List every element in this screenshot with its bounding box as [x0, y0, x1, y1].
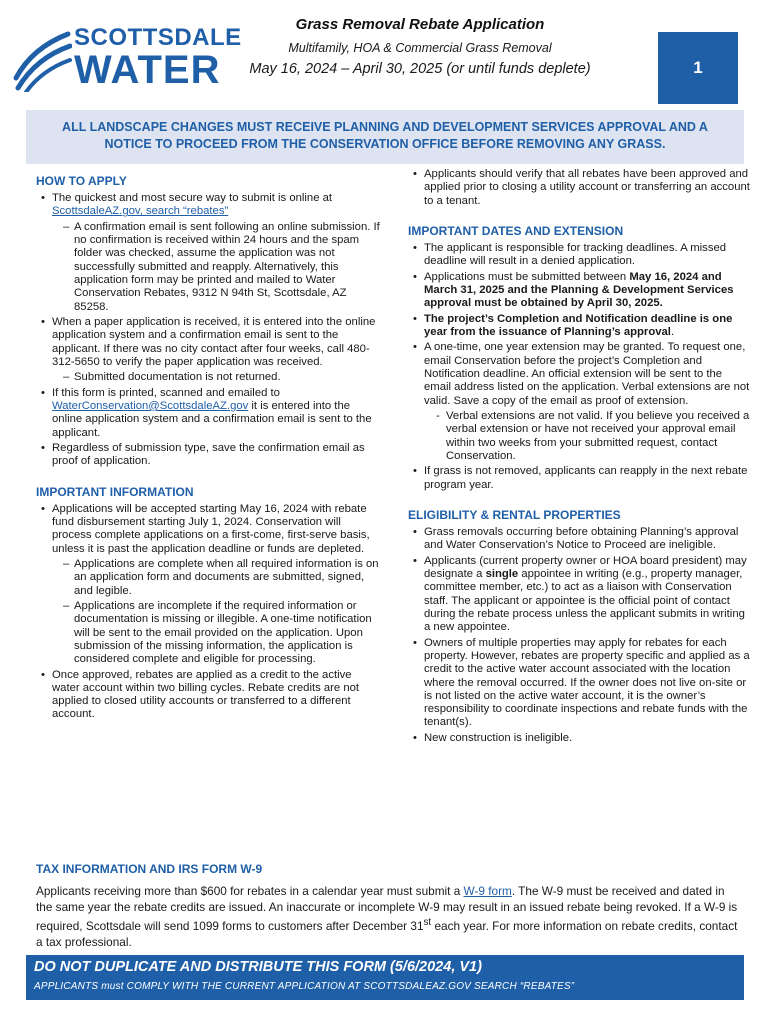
logo-text-scottsdale: SCOTTSDALE: [74, 24, 242, 51]
scottsdale-water-logo: [12, 22, 242, 92]
list-item: • Grass removals occurring before obtaining Planning’s approval and Water Conservation’s Notice to Proceed are ineligible.: [408, 526, 752, 553]
list-item: • Applications must be submitted between May 16, 2024 and March 31, 2025 and the Planning & Development Services approval must be obtained by April 30, 2025.: [408, 271, 752, 311]
page-header: [200, 16, 640, 77]
logo-text-water: WATER: [74, 48, 221, 92]
page-subtitle: Multifamily, HOA & Commercial Grass Removal: [288, 41, 552, 55]
footer-note: APPLICANTS must COMPLY WITH THE CURRENT APPLICATION AT SCOTTSDALEAZ.GOV SEARCH “REBATES”: [34, 981, 575, 992]
banner-line-2: NOTICE TO PROCEED FROM THE CONSERVATION OFFICE BEFORE REMOVING ANY GRASS.: [104, 136, 666, 151]
banner-line-1: ALL LANDSCAPE CHANGES MUST RECEIVE PLANNING AND DEVELOPMENT SERVICES APPROVAL AND A: [62, 120, 708, 134]
w9-form-link[interactable]: W-9 form: [463, 884, 512, 898]
list-item: • Once approved, rebates are applied as a credit to the active water account within two billing cycles. Rebate credits are not applied to closed utility accounts or transferred to a different account.: [36, 669, 380, 722]
page-number-badge: [658, 32, 738, 104]
list-item: • When a paper application is received, it is entered into the online application system and a confirmation email is sent to the applicant. If there was no city contact after four weeks, call 480-312-5650 to verify the paper application was received.: [36, 316, 380, 369]
important-information-heading: IMPORTANT INFORMATION: [36, 484, 194, 499]
approval-banner: [26, 110, 744, 164]
list-subitem: - Verbal extensions are not valid. If you believe you received a verbal extension or have not received your approval email within two weeks from your submitted request, contact Conservation.: [408, 410, 752, 463]
website-link[interactable]: ScottsdaleAZ.gov, search “rebates”: [52, 205, 229, 218]
left-column: [36, 168, 380, 724]
list-item: • Applicants should verify that all rebates have been approved and applied prior to closing a utility account or transferring an account to a tenant.: [408, 168, 752, 208]
list-item: • The quickest and most secure way to submit is online at ScottsdaleAZ.gov, search “rebates”: [36, 192, 380, 219]
page-number: 1: [693, 58, 703, 77]
list-item: • The project’s Completion and Notification deadline is one year from the issuance of Planning’s approval.: [408, 313, 752, 340]
list-subitem: – Submitted documentation is not returned.: [36, 371, 380, 384]
page-title: Grass Removal Rebate Application: [295, 16, 545, 33]
footer-warning: DO NOT DUPLICATE AND DISTRIBUTE THIS FORM (5/6/2024, V1): [34, 959, 482, 975]
footer-banner: [26, 955, 744, 1000]
list-item: • The applicant is responsible for tracking deadlines. A missed deadline will result in a denied application.: [408, 242, 752, 269]
list-subitem: – Applications are incomplete if the required information or documentation is missing or illegible. A one-time notification will be sent to the email provided on the application. Upon submission of the missing information, the application is considered complete and eligible for processing.: [36, 600, 380, 667]
eligibility-heading: ELIGIBILITY & RENTAL PROPERTIES: [408, 507, 621, 522]
list-item: • Applicants (current property owner or HOA board president) may designate a single appointee in writing (e.g., property manager, committee member, etc.) to act as a liaison with Conservation staff. The applicant or appointee is the official point of contact during the rebate process unless the applicant submits in writing a new appointee.: [408, 555, 752, 635]
email-link[interactable]: WaterConservation@ScottsdaleAZ.gov: [52, 399, 249, 412]
right-column: [408, 168, 752, 747]
list-item: • If grass is not removed, applicants can reapply in the next rebate program year.: [408, 465, 752, 492]
tax-information-text: Applicants receiving more than $600 for rebates in a calendar year must submit a W-9 form. The W-9 must be received and dated in the same year the rebate credits are issued. An inaccurate or incomplete W-9 may result in an issued rebate being revoked. If a W-9 is required, Scottsdale will send 1099 forms to customers after December 31st each year. For more information on rebate credits, contact a tax professional.: [36, 884, 738, 949]
water-wave-icon: [12, 28, 72, 92]
list-item: • A one-time, one year extension may be granted. To request one, email Conservation before the project’s Completion and Notification deadline. An official extension will be sent to the email address listed on the application. Verbal extensions are not valid. Save a copy of the email as proof of extension.: [408, 341, 752, 408]
list-item: • Applications will be accepted starting May 16, 2024 with rebate fund disbursement starting July 1, 2024. Conservation will process complete applications on a first-come, first-serve basis, unless it is past the application deadline or funds are depleted.: [36, 503, 380, 556]
how-to-apply-heading: HOW TO APPLY: [36, 174, 127, 188]
list-subitem: – A confirmation email is sent following an online submission. If no confirmation is received within 24 hours and the spam folder was checked, assume the application was not successfully submitted and reapply. Alternatively, this application form may be printed and mailed to Water Conservation Rebates, 9312 N 94th St, Scottsdale, AZ 85258.: [36, 221, 380, 314]
tax-information-heading: TAX INFORMATION AND IRS FORM W-9: [36, 862, 263, 876]
list-item: • New construction is ineligible.: [408, 732, 752, 745]
list-item: • Regardless of submission type, save the confirmation email as proof of application.: [36, 442, 380, 469]
list-subitem: – Applications are complete when all required information is on an application form and documents are submitted, signed, and legible.: [36, 558, 380, 598]
list-item: • If this form is printed, scanned and emailed to WaterConservation@ScottsdaleAZ.gov it is entered into the online application system and a confirmation email is sent to the applicant.: [36, 387, 380, 440]
list-item: • Owners of multiple properties may apply for rebates for each property. However, rebates are property specific and applied as a credit to the active water account associated with the location where the removal occurred. If the owner does not live on-site or is not listed on the active water account, it is the owner’s responsibility to coordinate inspections and rebate funds with the tenant(s).: [408, 637, 752, 730]
program-dates: May 16, 2024 – April 30, 2025 (or until funds deplete): [249, 61, 591, 77]
tax-information-section: [26, 862, 744, 951]
important-dates-heading: IMPORTANT DATES AND EXTENSION: [408, 223, 624, 238]
